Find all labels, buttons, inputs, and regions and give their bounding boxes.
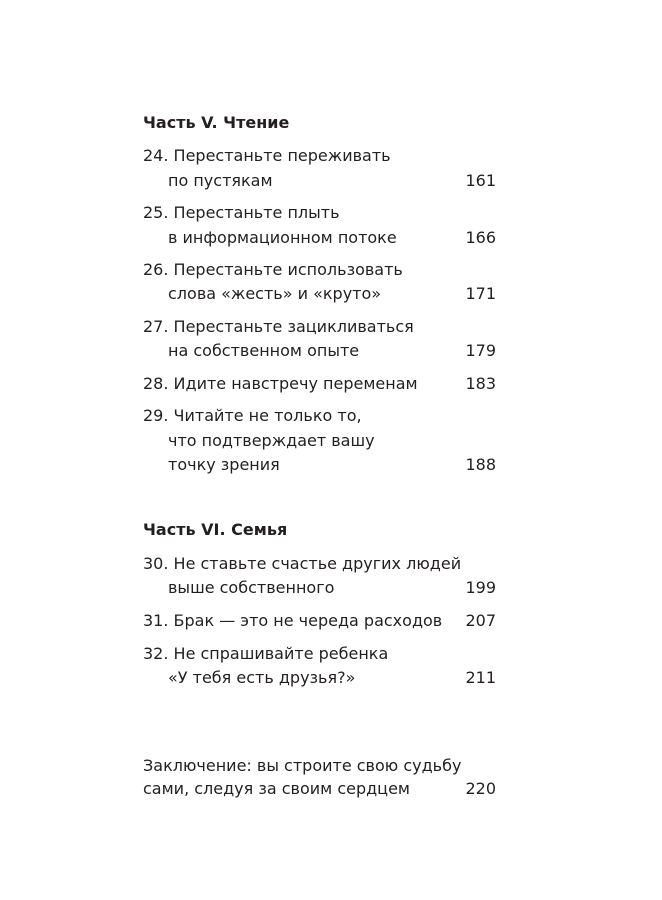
- page-number: 211: [465, 668, 496, 687]
- toc-entry-29-line-2: [168, 429, 496, 453]
- toc-entry-28: [143, 372, 496, 396]
- page-number: 207: [465, 611, 496, 630]
- toc-entry-25-line-2: [168, 226, 496, 250]
- toc-entry-31: [143, 609, 496, 633]
- toc-entry-32-line-2: [168, 666, 496, 690]
- toc-entry-title: по пустякам: [168, 171, 273, 190]
- conclusion-line-2: [143, 777, 496, 801]
- toc-entry-29-line-1: [143, 404, 496, 428]
- conclusion-title: Заключение: вы строите свою судьбу: [143, 756, 462, 775]
- toc-entry-title: 30. Не ставьте счастье других людей: [143, 554, 462, 573]
- toc-entry-title: 27. Перестаньте зацикливаться: [143, 317, 414, 336]
- toc-entry-title: на собственном опыте: [168, 341, 360, 360]
- toc-entry-27-line-1: [143, 315, 496, 339]
- toc-entry-title: выше собственного: [168, 578, 335, 597]
- toc-entry-26-line-2: [168, 282, 496, 306]
- toc-entry-25-line-1: [143, 201, 496, 225]
- toc-entry-title: что подтверждает вашу: [168, 431, 375, 450]
- part-6-heading: Часть VI. Семья: [143, 520, 288, 539]
- toc-entry-30-line-1: [143, 552, 496, 576]
- toc-entry-title: точку зрения: [168, 455, 280, 474]
- toc-entry-title: слова «жесть» и «круто»: [168, 284, 382, 303]
- conclusion-line-1: [143, 754, 496, 778]
- toc-entry-title: 24. Перестаньте переживать: [143, 146, 391, 165]
- page-number: 220: [465, 779, 496, 798]
- toc-entry-title: «У тебя есть друзья?»: [168, 668, 356, 687]
- toc-entry-29-line-3: [168, 453, 496, 477]
- toc-entry-32-line-1: [143, 642, 496, 666]
- toc-entry-26-line-1: [143, 258, 496, 282]
- toc-entry-24-line-2: [168, 169, 496, 193]
- toc-entry-27-line-2: [168, 339, 496, 363]
- toc-entry-title: в информационном потоке: [168, 228, 397, 247]
- page-number: 161: [465, 171, 496, 190]
- toc-entry-title: 28. Идите навстречу переменам: [143, 374, 418, 393]
- toc-entry-title: 26. Перестаньте использовать: [143, 260, 403, 279]
- toc-entry-30-line-2: [168, 576, 496, 600]
- toc-entry-title: 31. Брак — это не череда расходов: [143, 611, 443, 630]
- toc-entry-24-line-1: [143, 144, 496, 168]
- page-number: 171: [465, 284, 496, 303]
- toc-entry-title: 32. Не спрашивайте ребенка: [143, 644, 389, 663]
- page-number: 166: [465, 228, 496, 247]
- toc-entry-title: 29. Читайте не только то,: [143, 406, 362, 425]
- page-number: 183: [465, 374, 496, 393]
- page-number: 199: [465, 578, 496, 597]
- toc-entry-title: 25. Перестаньте плыть: [143, 203, 340, 222]
- page-number: 179: [465, 341, 496, 360]
- conclusion-title: сами, следуя за своим сердцем: [143, 779, 410, 798]
- part-5-heading: Часть V. Чтение: [143, 113, 290, 132]
- page-number: 188: [465, 455, 496, 474]
